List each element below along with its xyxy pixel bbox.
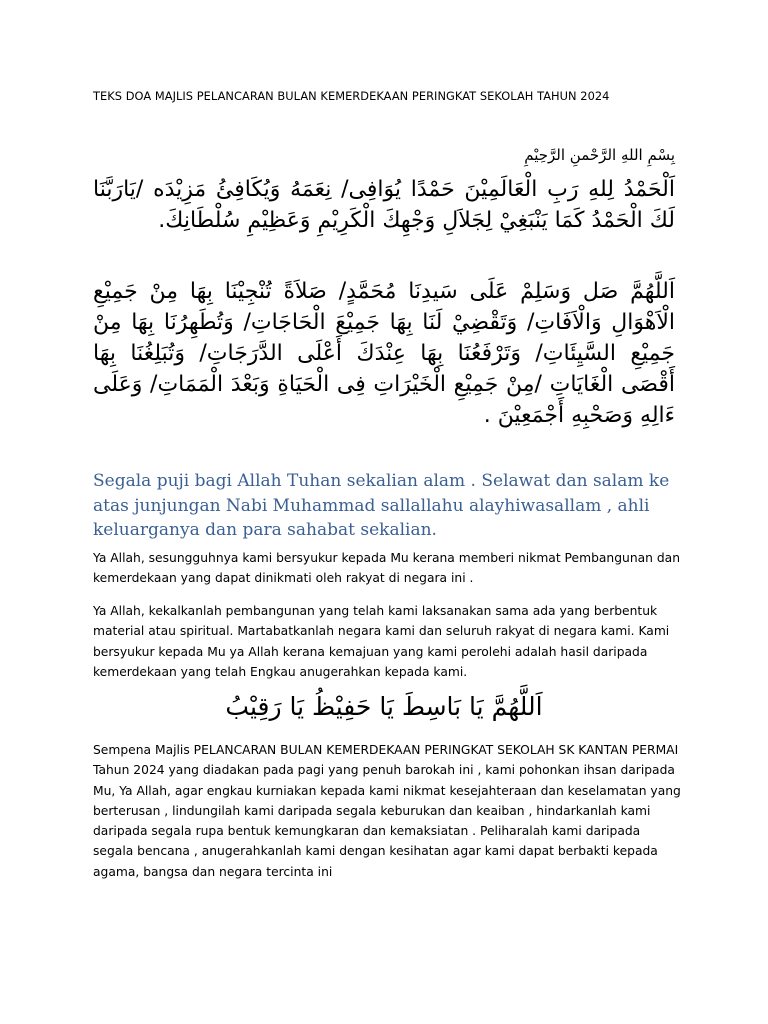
body-paragraph-development: Ya Allah, kekalkanlah pembangunan yang telah kami laksanakan sama ada yang berbentuk material atau spiritual. Martabatkanlah negara kami dan seluruh rakyat di negara kami. Kami bersyukur kepada Mu ya Allah kerana kemajuan yang kami perolehi adalah hasil daripada kemerdekaan yang telah Engkau anugerahkan kepada kami.	[93, 604, 670, 679]
arabic-salawat-paragraph: اَللَّهُمَّ صَل وَسَلِمْ عَلَى سَيدِنَا مُحَمَّدٍ/ صَلاَةً تُنْجِيْنَا بِهَا مِنْ جَمِيْعِ الْاَهْوَالِ وَالْاَفَاتِ/ وَتَقْضِيْ لَنَا بِهَا جَمِيْعَ الْحَاجَاتِ/ وَتُطَهِرُنَا بِهَا مِنْ جَمِيْعِ السَّيِئَاتِ/ وَتَرْفَعُنَا بِهَا عِنْدَكَ أَعْلَى الدَّرَجَاتِ/ وَتُبَلِغُنَا بِهَا أَقْصَى الْغَايَاتِ /مِنْ جَمِيْعِ الْخَيْرَاتِ فِى الْحَيَاةِ وَبَعْدَ الْمَمَاتِ/ وَعَلَى ءَالِهِ وَصَحْبِهِ أَجْمَعِيْنَ .	[93, 279, 675, 428]
basmala-text: بِسْمِ اللهِ الرَّحْمنِ الرَّحِيْمِ	[524, 146, 675, 164]
document-title: TEKS DOA MAJLIS PELANCARAN BULAN KEMERDEKAAN PERINGKAT SEKOLAH TAHUN 2024	[93, 89, 610, 103]
body-paragraph-supplication: Sempena Majlis PELANCARAN BULAN KEMERDEKAAN PERINGKAT SEKOLAH SK KANTAN PERMAI Tahun 2024 yang diadakan pada pagi yang penuh barokah ini , kami pohonkan ihsan daripada Mu, Ya Allah, agar engkau kurniakan kepada kami nikmat kesejahteraan dan keselamatan yang berterusan , lindungilah kami daripada segala keburukan dan keaiban , hindarkanlah kami daripada segala rupa bentuk kemungkaran dan kemaksiatan . Peliharalah kami daripada segala bencana , anugerahkanlah kami dengan kesihatan agar kami dapat berbakti kepada agama, bangsa dan negara tercinta ini	[93, 743, 681, 879]
arabic-invocation: اَللَّهُمَّ يَا بَاسِطَ يَا حَفِيْظُ يَا رَقِيْبُ	[225, 692, 543, 721]
arabic-praise-paragraph: اَلْحَمْدُ لِلهِ رَبِ الْعَالَمِيْنَ حَمْدًا يُوَافِى/ نِعَمَهُ وَيُكَافِئُ مَزِيْدَه /يَارَبَّنَا لَكَ الْحَمْدُ كَمَا يَنْبَغِيْ لِجَلاَلِ وَجْهِكَ الْكَرِيْمِ وَعَظِيْمِ سُلْطَانِكَ.	[93, 177, 675, 233]
translation-paragraph: Segala puji bagi Allah Tuhan sekalian alam . Selawat dan salam ke atas junjungan Nabi Muhammad sallallahu alayhiwasallam , ahli keluarganya dan para sahabat sekalian.	[93, 471, 670, 540]
body-paragraph-gratitude: Ya Allah, sesungguhnya kami bersyukur kepada Mu kerana memberi nikmat Pembangunan dan kemerdekaan yang dapat dinikmati oleh rakyat di negara ini .	[93, 551, 680, 586]
